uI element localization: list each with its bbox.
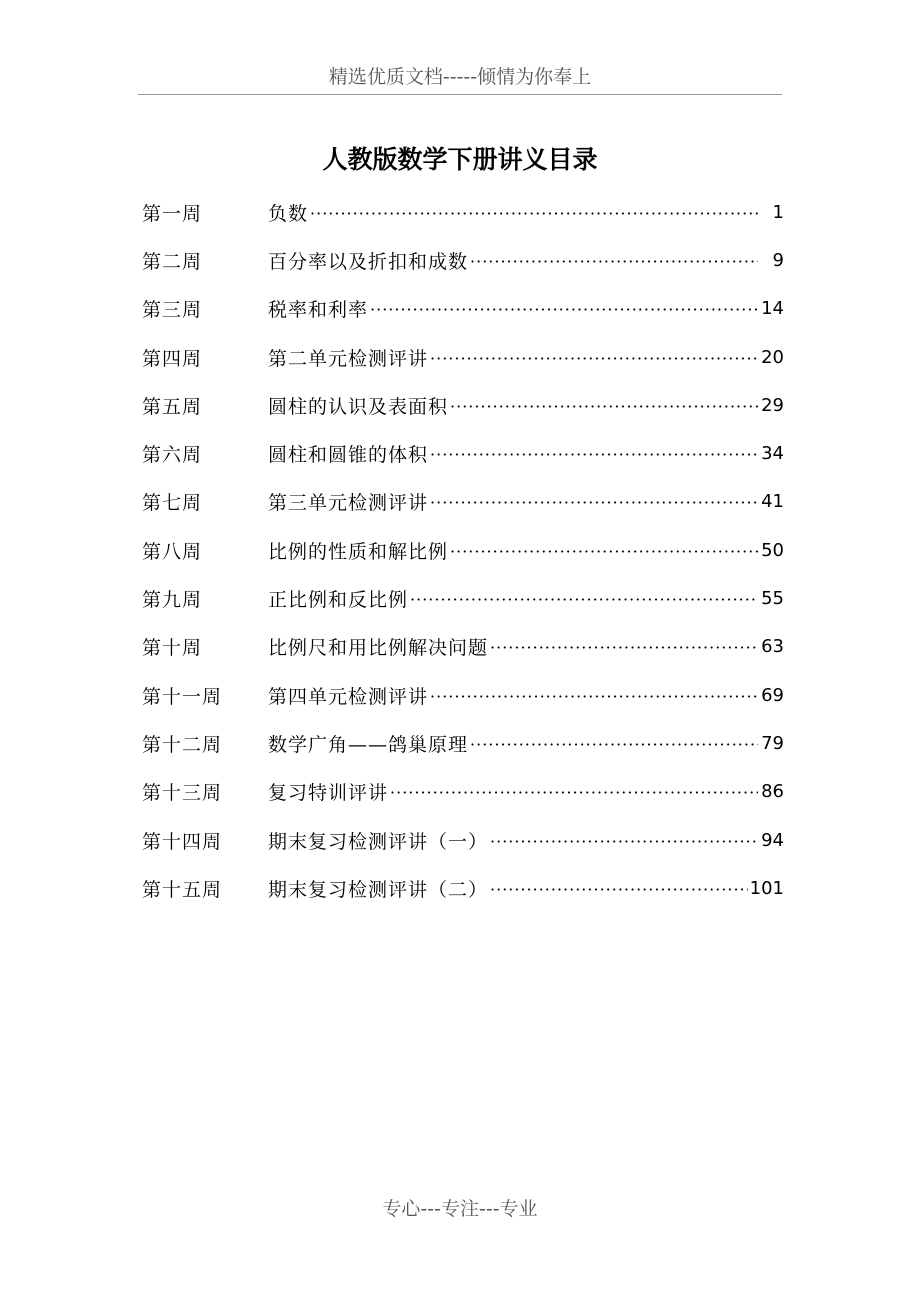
toc-topic: 负数 — [268, 202, 309, 225]
toc-entry — [142, 236, 792, 284]
toc-dot-leader — [390, 783, 758, 802]
toc-page-number: 55 — [761, 588, 784, 610]
toc-week: 第七周 — [142, 492, 203, 515]
toc-week: 第十一周 — [142, 685, 223, 708]
toc-entry — [142, 333, 792, 381]
toc-entry — [142, 719, 792, 767]
toc-dot-leader — [450, 542, 758, 561]
toc-week: 第十周 — [142, 637, 203, 660]
toc-week: 第二周 — [142, 250, 203, 273]
toc-week: 第一周 — [142, 202, 203, 225]
toc-page-number: 86 — [761, 781, 784, 803]
toc-page-number: 29 — [761, 394, 784, 416]
toc-week: 第三周 — [142, 299, 203, 322]
toc-page-number: 50 — [761, 539, 784, 561]
table-of-contents — [142, 188, 792, 912]
toc-week: 第四周 — [142, 347, 203, 370]
toc-dot-leader — [470, 735, 758, 754]
toc-week: 第六周 — [142, 444, 203, 467]
toc-topic: 期末复习检测评讲（二） — [268, 878, 489, 901]
toc-page-number: 1 — [772, 201, 784, 223]
toc-dot-leader — [490, 638, 758, 657]
toc-topic: 第四单元检测评讲 — [268, 685, 429, 708]
toc-entry — [142, 188, 792, 236]
toc-page-number: 94 — [761, 829, 784, 851]
toc-dot-leader — [430, 687, 758, 706]
toc-page-number: 101 — [749, 877, 784, 899]
toc-page-number: 14 — [761, 298, 784, 320]
toc-topic: 正比例和反比例 — [268, 589, 409, 612]
toc-entry — [142, 816, 792, 864]
toc-topic: 圆柱和圆锥的体积 — [268, 444, 429, 467]
toc-dot-leader — [430, 445, 758, 464]
toc-page-number: 34 — [761, 443, 784, 465]
toc-dot-leader — [490, 880, 748, 899]
toc-dot-leader — [410, 590, 758, 609]
toc-entry — [142, 285, 792, 333]
toc-dot-leader — [430, 349, 758, 368]
toc-page-number: 79 — [761, 732, 784, 754]
toc-page-number: 20 — [761, 346, 784, 368]
toc-topic: 百分率以及折扣和成数 — [268, 250, 469, 273]
toc-topic: 比例的性质和解比例 — [268, 540, 449, 563]
toc-topic: 税率和利率 — [268, 299, 369, 322]
toc-entry — [142, 768, 792, 816]
toc-entry — [142, 574, 792, 622]
toc-topic: 期末复习检测评讲（一） — [268, 830, 489, 853]
toc-entry — [142, 526, 792, 574]
toc-page-number: 41 — [761, 491, 784, 513]
page-footer: 专心---专注---专业 — [382, 1198, 538, 1220]
toc-week: 第十五周 — [142, 878, 223, 901]
toc-dot-leader — [470, 252, 758, 271]
toc-dot-leader — [490, 832, 758, 851]
document-title: 人教版数学下册讲义目录 — [322, 145, 598, 174]
toc-entry — [142, 623, 792, 671]
toc-dot-leader — [450, 397, 758, 416]
toc-page-number: 69 — [761, 684, 784, 706]
toc-topic: 第三单元检测评讲 — [268, 492, 429, 515]
toc-entry — [142, 864, 792, 912]
toc-topic: 第二单元检测评讲 — [268, 347, 429, 370]
toc-topic: 数学广角——鸽巢原理 — [268, 733, 469, 756]
toc-week: 第九周 — [142, 589, 203, 612]
toc-page-number: 63 — [761, 636, 784, 658]
toc-week: 第五周 — [142, 395, 203, 418]
toc-week: 第十二周 — [142, 733, 223, 756]
toc-page-number: 9 — [772, 249, 784, 271]
toc-week: 第八周 — [142, 540, 203, 563]
toc-topic: 复习特训评讲 — [268, 782, 389, 805]
toc-dot-leader — [370, 300, 758, 319]
header-divider — [138, 94, 782, 95]
toc-entry — [142, 429, 792, 477]
toc-dot-leader — [430, 493, 758, 512]
toc-entry — [142, 671, 792, 719]
toc-dot-leader — [310, 204, 758, 223]
toc-entry — [142, 381, 792, 429]
toc-week: 第十三周 — [142, 782, 223, 805]
page-header: 精选优质文档-----倾情为你奉上 — [328, 66, 592, 88]
toc-topic: 圆柱的认识及表面积 — [268, 395, 449, 418]
toc-topic: 比例尺和用比例解决问题 — [268, 637, 489, 660]
toc-entry — [142, 478, 792, 526]
toc-week: 第十四周 — [142, 830, 223, 853]
